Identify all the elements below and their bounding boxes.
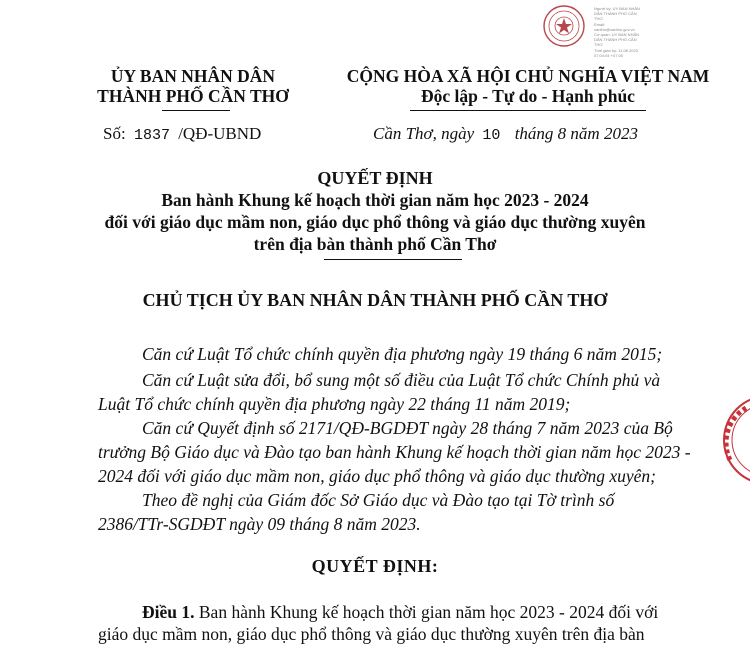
signature-line: THƠ [594,16,603,22]
preamble-line: Theo đề nghị của Giám đốc Sở Giáo dục và Đào tạo tại Tờ trình số [142,490,615,510]
signature-line: Người ký: UY BAN NHÂN [594,6,640,11]
digital-signature [542,2,662,60]
title-line2: đối với giáo dục mầm non, giáo dục phổ thông và giáo dục thường xuyên [104,212,646,232]
preamble-line: Luật Tổ chức chính quyền địa phương ngày 22 tháng 11 năm 2019; [98,394,571,414]
preamble-line: trưởng Bộ Giáo dục và Đào tạo ban hành Khung kế hoạch thời gian năm học 2023 - [98,442,691,462]
date-part1: Cần Thơ, ngày [373,124,475,143]
signature-line: THƠ [594,42,603,48]
title-underline [324,259,462,260]
preamble-line: 2386/TTr-SGDĐT ngày 09 tháng 8 năm 2023. [98,514,421,534]
decision-heading: QUYẾT ĐỊNH: [311,556,439,576]
article-1-line2: giáo dục mầm non, giáo dục phổ thông và giáo dục thường xuyên trên địa bàn [98,624,645,644]
nation-name: CỘNG HÒA XÃ HỘI CHỦ NGHĨA VIỆT NAM [346,66,710,86]
preamble-line: Căn cứ Luật Tổ chức chính quyền địa phương ngày 19 tháng 6 năm 2015; [142,344,663,364]
date-day: 10 [482,127,501,144]
agency-name-line2: THÀNH PHỐ CẦN THƠ [97,86,289,106]
title-line3: trên địa bàn thành phố Cần Thơ [253,234,497,254]
signature-line: cantho@cantho.gov.vn [594,26,635,32]
preamble-amended-law [98,368,660,416]
signature-details [594,6,664,58]
signature-line: Cơ quan: UY BAN NHÂN [594,32,640,38]
preamble-law-local-government [142,342,662,366]
number-prefix: Số: [103,124,126,143]
signature-line: Thời gian ký: 11.08.2023 [594,47,638,53]
signature-line: DÂN THÀNH PHỐ CẦN [594,11,637,17]
nation-motto: Độc lập - Tự do - Hạnh phúc [421,86,635,106]
agency-name-line1: ỦY BAN NHÂN DÂN [110,66,276,86]
date-part2: tháng 8 năm 2023 [514,124,638,143]
preamble-proposal [98,488,614,536]
document-type-heading: QUYẾT ĐỊNH [317,168,433,188]
signature-line: Email: [594,21,606,27]
article-1-text: Ban hành Khung kế hoạch thời gian năm học 2023 - 2024 đối với [198,602,659,622]
place-date [373,124,638,144]
agency-underline [162,110,230,111]
article-1 [142,600,658,624]
number-suffix: /QĐ-UBND [178,124,262,143]
preamble-line: Căn cứ Quyết định số 2171/QĐ-BGDĐT ngày 28 tháng 7 năm 2023 của Bộ [142,418,673,438]
signature-line: 07:04:04 +07:00 [594,52,624,58]
preamble-line: 2024 đối với giáo dục mầm non, giáo dục phổ thông và giáo dục thường xuyên; [98,466,657,486]
motto-underline [410,110,646,111]
article-1-label: Điều 1. [142,602,195,622]
preamble-line: Căn cứ Luật sửa đổi, bổ sung một số điều của Luật Tổ chức Chính phủ và [142,370,661,390]
signature-line: DÂN THÀNH PHỐ CẦN [594,37,637,43]
document-number [103,124,261,144]
number-value: 1837 [133,127,170,144]
title-line1: Ban hành Khung kế hoạch thời gian năm học 2023 - 2024 [161,190,589,210]
preamble-ministry-decision [98,416,691,488]
issuing-authority: CHỦ TỊCH ỦY BAN NHÂN DÂN THÀNH PHỐ CẦN THƠ [142,290,608,310]
red-official-stamp-icon [716,390,750,490]
national-emblem-seal-icon [542,4,586,48]
